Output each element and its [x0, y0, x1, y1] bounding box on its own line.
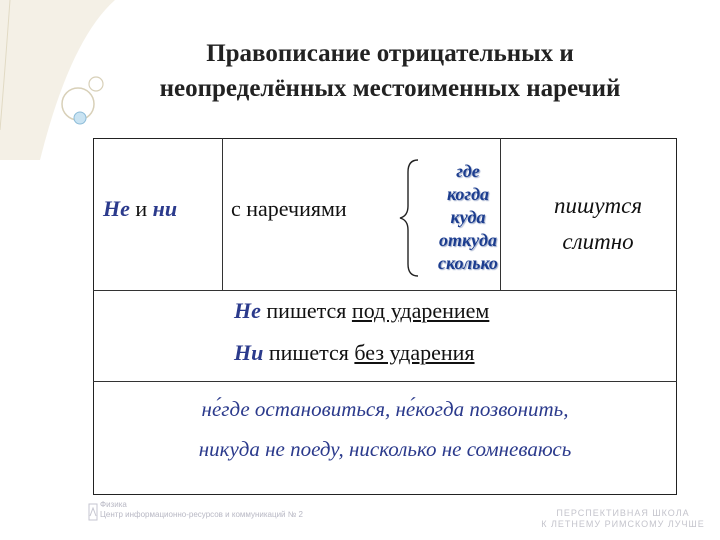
written-line-1: пишутся [553, 193, 643, 218]
rule-ni-verb: пишется [268, 340, 349, 365]
footer-right-text [538, 508, 708, 530]
written-together-cell [528, 188, 668, 260]
footer-left-line-2: Центр информационно-ресурсов и коммуникаций № 2 [100, 510, 303, 519]
table-divider-4 [93, 381, 677, 382]
rule-ni-condition: без ударения [354, 340, 475, 365]
adverb-item: где [456, 161, 480, 181]
example-line-2: никуда не поеду, нисколько не сомневаюсь [198, 437, 572, 461]
rule-ne-verb: пишется [266, 298, 347, 323]
rule-ne-condition: под ударением [351, 298, 490, 323]
particles-cell [103, 196, 177, 222]
left-brace-icon [398, 158, 420, 278]
footer-right-line-2: К ЛЕТНЕМУ РИМСКОМУ ЛУЧШЕ [541, 519, 705, 529]
example-line-1: не́где остановиться, не́когда позвонить, [201, 397, 569, 421]
adverb-item: откуда [439, 230, 497, 250]
footer-left-line-1: Физика [100, 500, 127, 509]
title-line-1: Правописание отрицательных и [206, 40, 574, 67]
rule-ni-lead: Ни [234, 340, 264, 365]
adverb-item: куда [450, 207, 486, 227]
footer-right-line-1: ПЕРСПЕКТИВНАЯ ШКОЛА [556, 508, 690, 518]
rule-ni [234, 340, 475, 366]
adverb-list [418, 160, 518, 275]
particle-ni: ни [152, 196, 178, 221]
rule-ne-lead: Не [234, 298, 261, 323]
particle-conjunction: и [135, 196, 148, 221]
adverb-item: когда [446, 184, 489, 204]
adverb-item: сколько [438, 253, 498, 273]
title-line-2: неопределённых местоименных наречий [159, 75, 621, 102]
written-line-2: слитно [562, 229, 634, 254]
rule-ne [234, 298, 489, 324]
particle-ne: Не [103, 196, 130, 221]
table-divider-3 [93, 290, 677, 291]
with-adverbs-label: с наречиями [231, 196, 347, 221]
table-divider-1 [222, 138, 223, 290]
footer-left-text [86, 500, 303, 520]
slide-title [60, 36, 720, 106]
